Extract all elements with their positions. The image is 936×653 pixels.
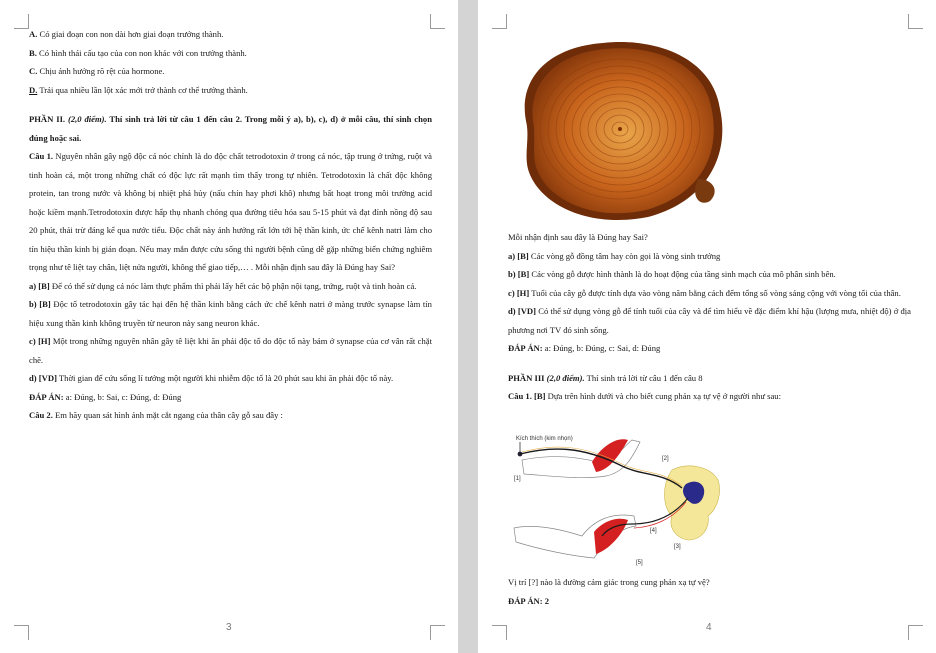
document-page-left bbox=[0, 0, 458, 653]
question-1-item-d: d) [VD] Thời gian để cứu sống lí tưởng một người khi nhiễm độc tố là 20 phút sau khi ăn phải độc tố này. bbox=[29, 373, 394, 383]
figure-label-2: [2] bbox=[662, 456, 669, 462]
crop-mark bbox=[908, 14, 923, 29]
part3-question-1-answer: ĐÁP ÁN: 2 bbox=[508, 595, 550, 606]
crop-mark bbox=[430, 625, 445, 640]
option-d: D. Trải qua nhiều lần lột xác mới trở thành cơ thể trưởng thành. bbox=[29, 84, 248, 95]
crop-mark bbox=[492, 625, 507, 640]
page-text-left bbox=[29, 25, 432, 425]
part3-question-1-stem: Câu 1. [B] Dựa trên hình dưới và cho biết cung phản xạ tự vệ ở người như sau: bbox=[508, 391, 781, 401]
option-c: C. Chịu ảnh hưởng rõ rệt của hormone. bbox=[29, 66, 165, 76]
question-1-item-c: c) [H] Một trong những nguyên nhân gây tê liệt khi ăn phải độc tố do độc tố này bám ở synapse của cơ vân rất chặt chẽ. bbox=[29, 336, 432, 365]
figure-label-4: [4] bbox=[650, 528, 657, 534]
part3-heading: PHẦN III (2,0 điểm). Thí sinh trả lời từ câu 1 đến câu 8 bbox=[508, 372, 703, 383]
figure-label-stimulus: Kích thích (kim nhọn) bbox=[516, 436, 573, 442]
part2-heading: PHẦN II. (2,0 điểm). Thí sinh trả lời từ câu 1 đến câu 2. Trong mỗi ý a), b), c), d) ở mỗi câu, thí sinh chọn đúng hoặc sai. bbox=[29, 114, 432, 143]
option-a: A. Có giai đoạn con non dài hơn giai đoạn trưởng thành. bbox=[29, 29, 224, 39]
crop-mark bbox=[492, 14, 507, 29]
figure-label-3: [3] bbox=[674, 544, 681, 550]
figure-label-1: [1] bbox=[514, 476, 521, 482]
question-2-intro: Mỗi nhận định sau đây là Đúng hay Sai? bbox=[508, 232, 648, 242]
question-2-item-a: a) [B] Các vòng gỗ đồng tâm hay còn gọi là vòng sinh trưởng bbox=[508, 250, 721, 261]
page-number: 3 bbox=[226, 622, 232, 633]
question-2-item-d: d) [VD] Có thể sử dụng vòng gỗ để tính tuổi của cây và để tìm hiểu về đặc điểm khí hậu (lượng mưa, nhiệt độ) ở địa phương nơi TV đó sinh sống. bbox=[508, 306, 911, 335]
question-2-item-c: c) [H] Tuổi của cây gỗ được tính dựa vào vòng năm bằng cách đếm tổng số vòng sáng cộng với vòng tối của thân. bbox=[508, 287, 901, 298]
part3-question-1-prompt: Vị trí [?] nào là đường cảm giác trong cung phản xạ tự vệ? bbox=[508, 577, 710, 587]
question-1-answer: ĐÁP ÁN: a: Đúng, b: Sai, c: Đúng, d: Đúng bbox=[29, 391, 182, 402]
crop-mark bbox=[14, 625, 29, 640]
page-number: 4 bbox=[706, 622, 712, 633]
question-2-stem: Câu 2. Em hãy quan sát hình ảnh mặt cắt ngang của thân cây gỗ sau đây : bbox=[29, 410, 283, 420]
question-1-item-b: b) [B] Độc tố tetrodotoxin gây tác hại đến hệ thần kinh bằng cách ức chế kênh natri ở màng trước synapse làm tín hiệu xung thần kinh không truyền từ neuron này sang neuron khác. bbox=[29, 299, 432, 328]
question-1-item-a: a) [B] Để có thể sử dụng cá nóc làm thực phẩm thì phải lấy hết các bộ phận nội tạng, trứng, ruột và tinh hoàn cá. bbox=[29, 280, 417, 291]
page-text-right-bottom bbox=[508, 573, 911, 610]
page-text-right-top bbox=[508, 228, 911, 406]
tree-cross-section-image bbox=[508, 29, 733, 226]
option-b: B. Có hình thái cấu tạo của con non khác với con trưởng thành. bbox=[29, 47, 247, 58]
crop-mark bbox=[908, 625, 923, 640]
figure-label-5: [5] bbox=[636, 560, 643, 566]
question-2-item-b: b) [B] Các vòng gỗ được hình thành là do hoạt động của tầng sinh mạch của mô phân sinh bên. bbox=[508, 269, 836, 279]
reflex-arc-diagram bbox=[512, 432, 722, 567]
crop-mark bbox=[14, 14, 29, 29]
question-1-stem: Câu 1. Nguyên nhân gây ngộ độc cá nóc chính là do độc chất tetrodotoxin ở trong cá nóc, tập trung ở trứng, ruột và tinh hoàn cá, một trong những chất có độc lực rất mạnh tìm thấy trong tự nhiên. Tetrodotoxin là chất độc không protein, tan trong nước và không bị nhiệt phá hủy (nấu chín hay phơi khô) nhưng bất hoạt trong môi trường acid hoặc kiềm mạnh.Tetrodotoxin được hấp thụ nhanh chóng qua đường tiêu hóa sau 5-15 phút và đạt đỉnh nồng độ sau 20 phút, thải trừ đáng kể qua nước tiểu. Độc chất này ảnh hưởng rất lớn tới hệ thần kinh, ức chế kênh natri làm cho tín hiệu thần kinh bị gián đoạn. Nếu may mắn được cứu sống thì người bệnh cũng dễ gặp những biến chứng nghiêm trọng như tê liệt tay chân, liệt nửa người, không thể giao tiếp,… . Mỗi nhận định sau đây là Đúng hay Sai? bbox=[29, 151, 432, 272]
crop-mark bbox=[430, 14, 445, 29]
question-2-answer: ĐÁP ÁN: a: Đúng, b: Đúng, c: Sai, d: Đúng bbox=[508, 343, 661, 353]
document-page-right bbox=[478, 0, 936, 653]
